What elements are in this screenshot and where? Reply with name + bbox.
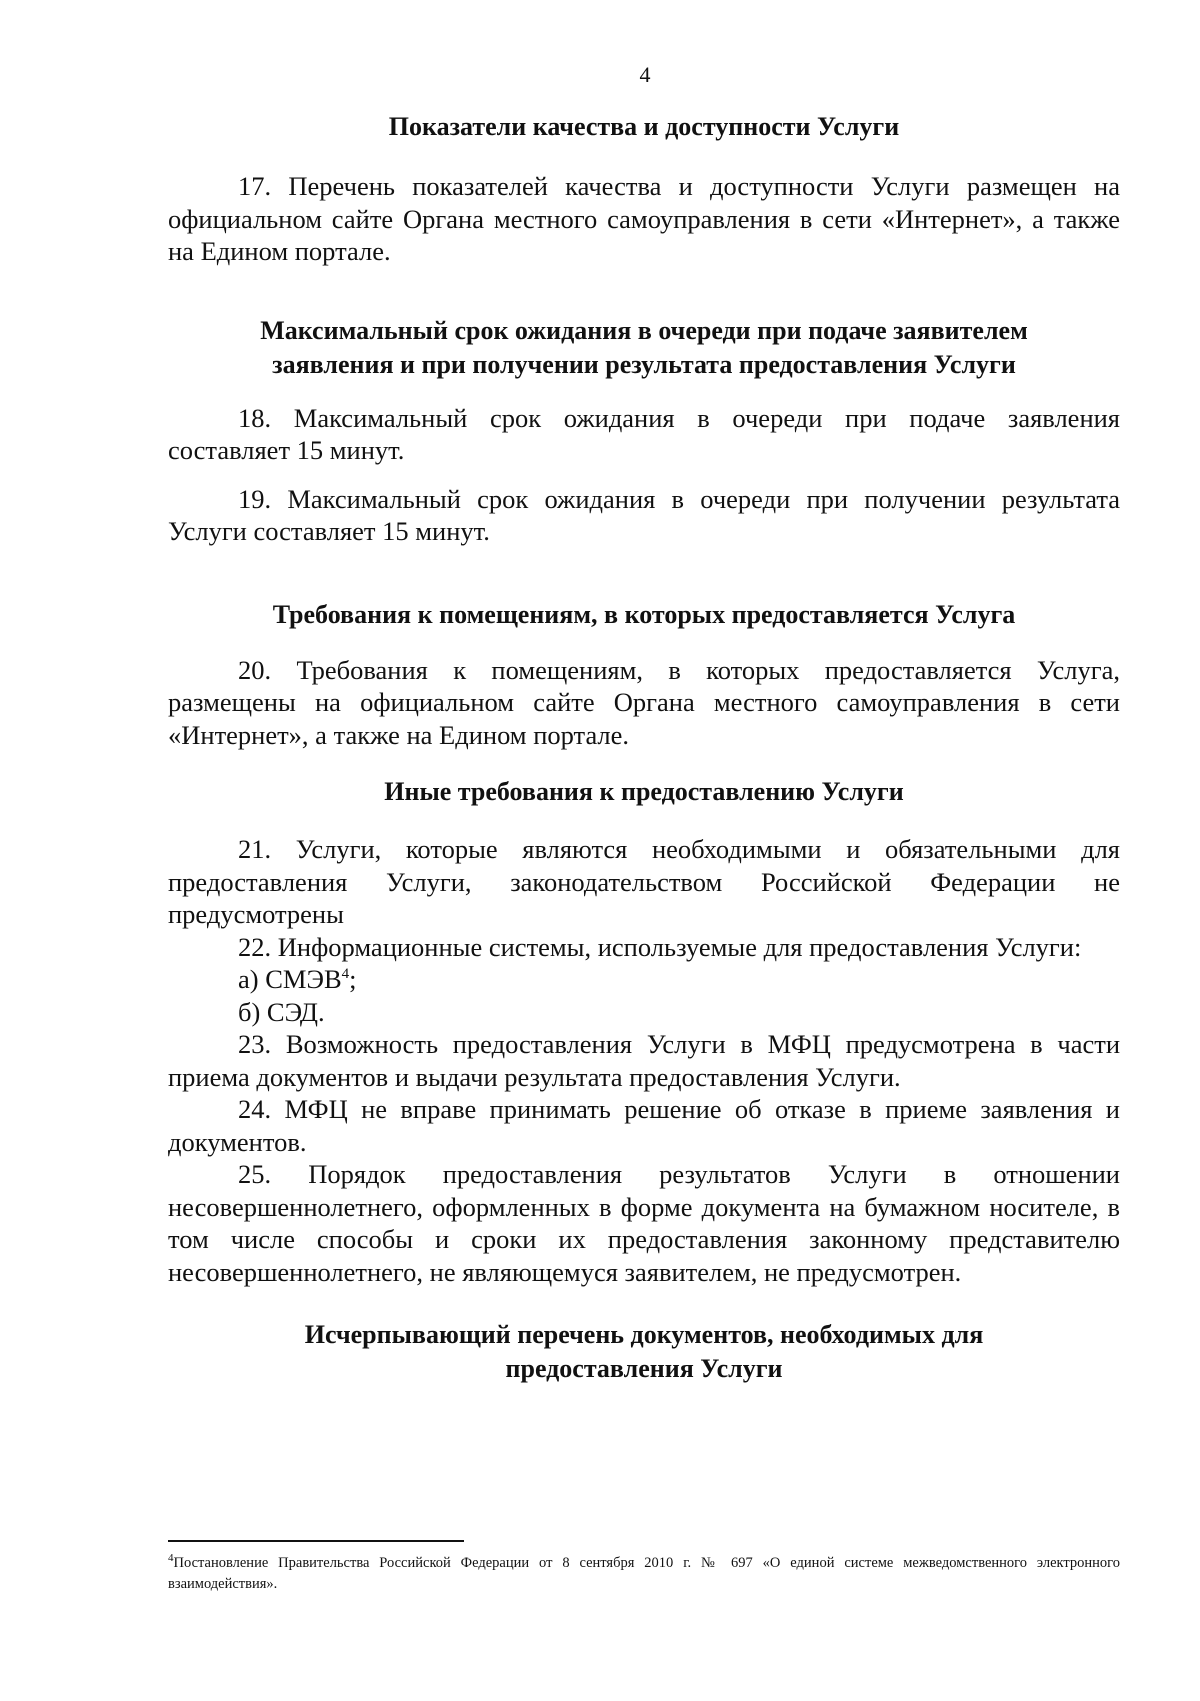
footnote-text: Постановление Правительства Российской Федерации от 8 сентября 2010 г. № 697 «О единой системе межведомственного электронного взаимодействия». [168,1555,1120,1592]
paragraph-19: 19. Максимальный срок ожидания в очереди при получении результата Услуги составляет 15 минут. [168,483,1120,546]
list-item-a-end: ; [349,964,357,994]
section-heading-other: Иные требования к предоставлению Услуги [384,777,904,806]
paragraph-18: 18. Максимальный срок ожидания в очереди при подаче заявления составляет 15 минут. [168,402,1120,465]
list-item-a-text: а) СМЭВ [238,964,342,994]
footnote [168,1553,1120,1595]
heading-line: предоставления Услуги [505,1354,783,1383]
document-body [168,110,1120,1386]
list-item-a [168,963,1120,996]
section-heading-documents [168,1318,1120,1386]
footnote-reference[interactable]: 4 [341,966,350,983]
paragraph-20: 20. Требования к помещениям, в которых предоставляется Услуга, размещены на официальном сайте Органа местного самоуправления в сети «Интернет», а также на Едином портале. [168,654,1120,750]
paragraph-22: 22. Информационные системы, используемые для предоставления Услуги: [238,931,1082,962]
heading-line: заявления и при получении результата предоставления Услуги [272,349,1016,379]
heading-line: Исчерпывающий перечень документов, необходимых для [304,1320,984,1349]
list-item-b: б) СЭД. [238,996,325,1027]
paragraph-21: 21. Услуги, которые являются необходимыми и обязательными для предоставления Услуги, законодательством Российской Федерации не предусмотрены [168,834,1120,929]
section-heading-quality: Показатели качества и доступности Услуги [388,112,900,141]
section-heading-premises: Требования к помещениям, в которых предоставляется Услуга [272,599,1016,629]
paragraph-24: 24. МФЦ не вправе принимать решение об отказе в приеме заявления и документов. [168,1094,1120,1157]
paragraph-17: 17. Перечень показателей качества и доступности Услуги размещен на официальном сайте Органа местного самоуправления в сети «Интернет», а также на Едином портале. [168,171,1120,266]
heading-line: Максимальный срок ожидания в очереди при подаче заявителем [260,315,1028,345]
paragraph-25: 25. Порядок предоставления результатов Услуги в отношении несовершеннолетнего, оформленных в форме документа на бумажном носителе, в том числе способы и сроки их предоставления законному представителю несовершеннолетнего, не являющемуся заявителем, не предусмотрен. [168,1159,1120,1287]
footnote-marker: 4 [168,1552,174,1565]
paragraph-23: 23. Возможность предоставления Услуги в МФЦ предусмотрена в части приема документов и выдачи результата предоставления Услуги. [168,1029,1120,1092]
section-heading-waiting [168,314,1120,382]
page-number: 4 [639,62,651,87]
footnote-separator [168,1540,464,1542]
